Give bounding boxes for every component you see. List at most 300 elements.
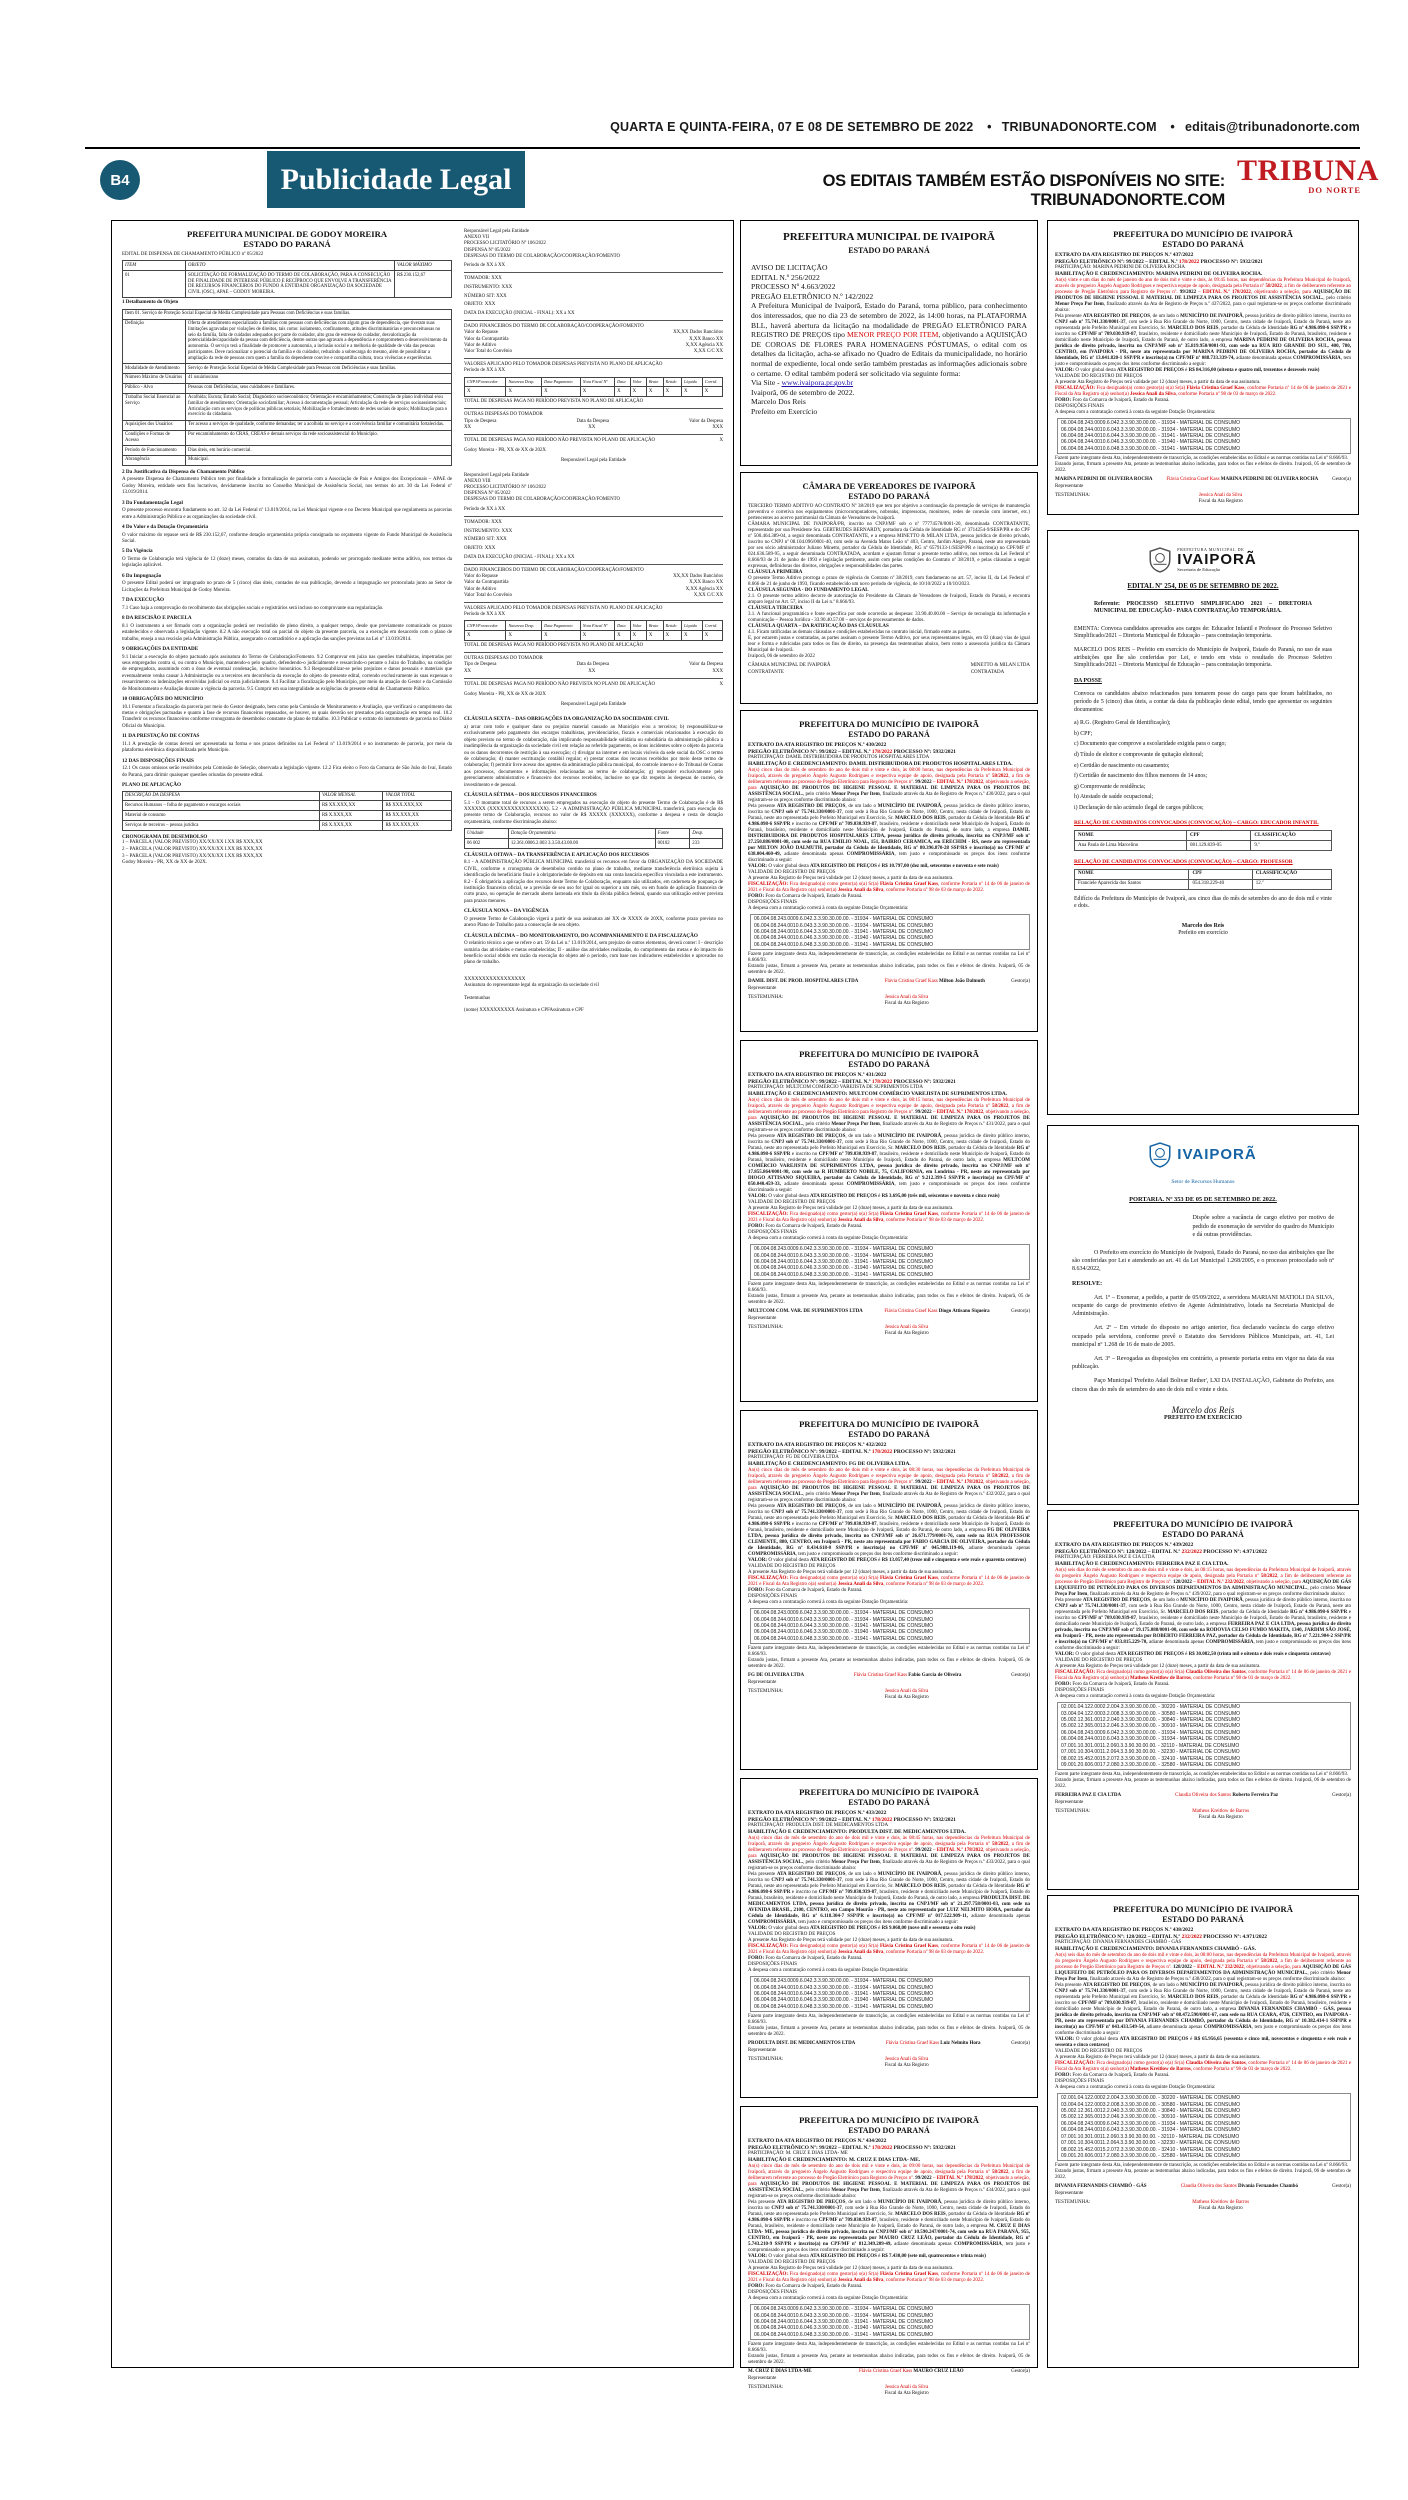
row-value: Oferta de atendimento especializado a famílias com pessoas com deficiências com algum grau de dependência, que tiveram suas limitações agravadas por violações de direitos, tais como: isolamento, confinamento, atitudes discriminatórias e preconceituosas no seio da família, falta de cuidados adequados por parte do cuidador, alto grau de estresse do cuidador, desvalorização da potencialidade/capacidade da pessoa com deficiência, dentre outras que agravam a dependência e comprometem o desenvolvimento da autonomia. O serviço terá a finalidade de promover a autonomia, a inclusão social e a melhoria de qualidade de vida das pessoas participantes. Deve racionalizar o potencial da família e do cuidador, reduzindo a sobrecarga do mesmo, além de possibilitar a ampliação da rede de pessoas com quem a família do dependente convive e compartilha cultura, troca vivências e experiências. [186, 319, 452, 364]
witness-label: TESTEMUNHA: [1055, 1808, 1091, 1814]
despesas-line: DESPESAS DO TERMO DE COLABORAÇÃO/COOPERAÇÃO/FOMENTO [464, 253, 621, 259]
text-run: R$ 13.057,40 (treze mil e cinquenta e sete reais e quarenta centavos) [881, 1557, 1026, 1563]
notice-box-camara [740, 472, 1038, 704]
participacao-line: PARTICIPAÇÃO: FG DE OLIVEIRA LTDA [748, 1455, 839, 1461]
text-run: 58/2022 [1265, 283, 1282, 289]
fazem-paragraph: Fazem parte integrante desta Ata, independentemente de transcrição, as condições estabelecidas no Edital e as normas contidas na Lei nº 8.666/93. [1055, 1772, 1349, 1778]
text-run: e inscrito no [1055, 1994, 1351, 2006]
anexo-form [464, 473, 723, 709]
estando-paragraph: Estando justas, firmam a presente Ata, perante as testemunhas abaixo indicadas, para todos os fins e efeitos de direito. Ivaiporã, 06 de setembro de 2022. [1055, 2169, 1351, 2181]
text-run: MUNICÍPIO DE IVAIPORÃ [877, 1871, 942, 1877]
text-run: COMPROMISSÁRIA [846, 1181, 895, 1187]
dotacao-table [750, 1976, 1030, 2012]
gestor-role: Gestor(a) [1011, 2041, 1030, 2047]
clause-paragraph: a) arcar com todo e qualquer dano ou prejuízo material causado ao Município e/ou a terceiros; b) responsabilizar-se exclusivamente pelo pagamento dos encargos trabalhistas, previdenciários, fiscais e comerciais relacionados à execução do objeto previsto no termo de colaboração, não implicando responsabilidade solidária ou subsidiária da administração pública a inadimplência da organização da sociedade civil em relação ao referido pagamento, os ônus incidentes sobre o objeto da parceria ou os danos decorrentes de restrição à sua execução; c) divulgar na internet e em locais visíveis da sede social da OSC o termo de colaboração; d) manter escrituração contábil regular; e) prestar contas dos recursos recebidos por meio deste termo de colaboração; f) permitir livre acesso dos agentes da administração pública municipal, do controle interno e do Tribunal de Contas aos processos, documentos e informações relacionadas ao termo de colaboração; g) responder exclusivamente pelo gerenciamento administrativo e financeiro dos recursos recebidos, inclusive no que diz respeito às despesas de custeio, de investimento e de pessoal. [464, 724, 723, 788]
paragraph: 3.1. A funcional programática e fonte específica por onde ocorrerão as despesas: 33.90.40.00.00 – Serviço de tecnologia da informação e comunicação – Pessoa Jurídica - 33.90.40.57.00 – serviços de processamentos de dados. [748, 612, 1030, 624]
text-run: PREGÃO ELETRÔNICO Nº: 99/2022 – EDITAL N.º [748, 1448, 872, 1455]
text-run: – [1196, 289, 1203, 295]
text-run: , brasileiro, residente e domiciliado neste Município de Ivaiporã, Estado do Paraná, brasileiro, residente e domiciliado neste Município de Ivaiporã, Estado do Paraná, de outro lado, a empresa [748, 821, 1031, 833]
fiscal-name: Jessica Anali da Silva [884, 994, 929, 1000]
representative-name: Diogo Attisano Siqueira [938, 1309, 990, 1315]
column-header: NOME [1075, 869, 1189, 879]
despesas-table [464, 620, 723, 641]
text-run: Ao(s) cinco dias do mês de setembro do ano de dois mil e vinte e dois, às 09:00 horas, nas dependências da Prefeitura Municipal de Ivaiporã, através do pregoeiro Ângelo Augusto Rodrigues e respectiva equipe de apoio, designada pela Portaria nº [748, 2163, 1030, 2175]
fazem-paragraph: Fazem parte integrante desta Ata, independentemente de transcrição, as condições estabelecidas no Edital e as normas contidas na Lei nº 8.666/93. [1055, 456, 1349, 462]
text-run: adiante denominada apenas [968, 1913, 1030, 1919]
notice-title: PREFEITURA MUNICIPAL DE IVAIPORÃ ESTADO DO PARANÁ [783, 231, 995, 255]
text-run: , pessoa jurídica de direito público interno, inscrita no [748, 1871, 1030, 1883]
gestor-role: Gestor(a) [1011, 1673, 1030, 1679]
fin-value: X,XX Banco XX [689, 580, 723, 586]
text-run: VALOR: [748, 1193, 768, 1199]
opening-paragraph [748, 1836, 1030, 1872]
table-row [465, 829, 723, 839]
text-run: CPF/MF nº 709.030.939-87 [818, 1889, 877, 1895]
section-paragraph: 8.1 O instrumento a ser firmado com a organização poderá ser rescindido de pleno direito, a qualquer tempo, desde que previamente comunicado os prazos estabelecidos e observada a legislação vigente. 8.2 A não execução total ou parcial do objeto da presente parceria, ou a execução em desacordo com o plano de trabalho, enseja a sua rescisão pela Administração Pública, assegurado o contraditório e a aplicação das sanções previstas na Lei nº 13.019/2014. [122, 623, 452, 642]
disposicoes-heading: DISPOSIÇÕES FINAIS [748, 900, 798, 906]
witness-label: TESTEMUNHA: [1055, 2199, 1091, 2205]
dotacao-row: 06.004.08.244.0010.6.043.3.3.90.30.00.00. - 31934 - MATERIAL DE CONSUMO [754, 2312, 933, 2319]
text-run: Fica designado(a) como gestor(a) o(a) Sr(a) [1095, 1670, 1186, 1676]
text-run: Jessica Anali da Silva [837, 1950, 884, 1956]
text-run: ATA REGISTRO DE PREÇOS [809, 2253, 877, 2259]
text-run: Pela presente [748, 1871, 777, 1877]
table-cell: 233 [690, 839, 723, 849]
table-row [123, 309, 452, 319]
text-run: CNPJ sob nº 75.741.330/0001-37 [1055, 319, 1126, 325]
dotacao-table [750, 914, 1030, 950]
dotacao-row: 06.004.08.244.0010.6.048.3.3.90.30.00.00. - 31941 - MATERIAL DE CONSUMO [754, 1271, 933, 1278]
text-run: Menor Preço Por Item [831, 2187, 880, 2193]
column-header: Fonte [655, 829, 690, 839]
gestor-name: Flávia Cristina Graef Kass [1166, 477, 1221, 483]
article-paragraph: Art. 1º – Exonerar, a pedido, a partir de 05/09/2022, a servidora MARIANI MATIOLI DA SILVA, ocupante do cargo de provimento efetivo de Agente Administrativo, lotada na Secretaria Municipal de Administração. [1072, 1294, 1334, 1318]
table-cell: X [580, 631, 614, 641]
text-run: Ao(s) seis dias do mês de setembro do ano de dois mil e vinte e dois, às 08:15 horas, nas dependências da Prefeitura Municipal de Ivaiporã, através do pregoeiro Ângelo Augusto Rodrigues e respectiva equipe de apoio, designada pela Portaria nº [1055, 1567, 1351, 1579]
text-run: , conforme Portaria nº 98 de 03 de março de 2022. [1175, 392, 1277, 398]
dotacao-row: 08.002.15.452.0015.2.072.3.3.90.30.00.00. - 32410 - MATERIAL DE CONSUMO [1061, 2146, 1240, 2153]
text-run: , objetivando a seleção, para [748, 779, 1030, 791]
dotacao-intro: A despesa com a contratação correrá à conta da seguinte Dotação Orçamentária: [1055, 2085, 1216, 2091]
disposicoes-heading: DISPOSIÇÕES FINAIS [1055, 2079, 1105, 2085]
form-field: TOMADOR: XXX [464, 519, 502, 525]
text-run: PRODULTA DIST. DE MEDICAMENTOS LTDA, pessoa jurídica de direito privado, inscrita no CNPJ/MF sob nº 21.297.758/0001-03, com sede na AVENIDA BRASIL, 2100, CENTRO, em Campo Mourão - PR, neste ato representada por LUIZ NELMITO HORA, portador da Cédula de Identidade, RG nº 6.118.304-7 SSP/PR e inscrito(a) no CPF/MF nº 017.522.909-11, [748, 1895, 1030, 1919]
text-run: Menor Preço Por Item [831, 1491, 880, 1497]
clause-paragraph: O relatório técnico a que se refere o art. 59 da Lei n.º 13.019/2014, sem prejuízo de outros elementos, deverá conter: I - descrição sumária das atividades e metas estabelecidas; II - análise das atividades realizadas, do cumprimento das metas e do impacto do benefício social obtido em razão da execução do objeto até o período, com base nos indicadores estabelecidos e aprovados no plano de trabalho. [464, 941, 723, 966]
other-cell: XX [588, 424, 596, 430]
article-paragraph: Art. 3º – Revogadas as disposições em contrário, a presente portaria entra em vigor na data da sua publicação. [1072, 1356, 1334, 1371]
table-cell: 12.º [1252, 879, 1331, 889]
fiscal-name: Jessica Anali da Silva [884, 2384, 929, 2390]
place-line: Godoy Moreira - PR, XX de XX de 202X [464, 448, 546, 454]
table-row [123, 383, 452, 393]
logo-sub-line: Secretaria de Educação [1177, 567, 1221, 572]
representative-role: Representante [1055, 1799, 1084, 1805]
fin-label: Valor de Aditivo [464, 586, 497, 592]
section-heading: 12 DAS DISPOSIÇÕES FINAIS [122, 757, 194, 764]
validade-heading: VALIDADE DO REGISTRO DE PREÇOS [748, 1931, 836, 1937]
witness-fiscal [1192, 1809, 1249, 1822]
divider [464, 602, 723, 603]
dotacao-row: 06.004.08.244.0010.6.044.3.3.90.30.00.00. - 31941 - MATERIAL DE CONSUMO [754, 1259, 933, 1266]
text-run: , pelo critério [802, 791, 832, 797]
text-run: adiante denominada apenas [1147, 1639, 1206, 1645]
text-run: Flávia Cristina Graef Kass [879, 1212, 939, 1218]
site-name: TRIBUNADONORTE.COM [1001, 120, 1157, 134]
text-run: FISCALIZAÇÃO: [748, 1944, 789, 1950]
text-run: PROCESSO Nº: 5932/2021 [1199, 258, 1263, 265]
ementa-paragraph: EMENTA: Convoca candidatos aprovados aos cargos de: Educador Infantil e Professor do Processo Seletivo Simplificado/2021 – Diretoria Municipal de Educação – para contratação temporária. [1074, 625, 1332, 640]
godoy-right-column [464, 229, 723, 1014]
notice-title: PREFEITURA DO MUNICÍPIO DE IVAIPORÃ ESTADO DO PARANÁ [799, 1049, 979, 1069]
document-item: d) Título de eleitor e comprovante de quitação eleitoral; [1074, 751, 1204, 758]
text-run: FORO: [748, 1588, 765, 1594]
divider [464, 272, 723, 273]
text-run: , pelo critério [802, 1859, 832, 1865]
text-run: Foro da Comarca de Ivaiporã, Estado do Paraná. [1071, 1682, 1170, 1688]
text-run: Ao(s) cinco dias do mês de setembro do ano de dois mil e vinte e dois, às 08:45 horas, nas dependências da Prefeitura Municipal de Ivaiporã, através do pregoeiro Ângelo Augusto Rodrigues e respectiva equipe de apoio, designada pela Portaria nº [748, 1835, 1030, 1847]
text-run: e inscrito no [790, 1889, 819, 1895]
table-cell: 00102 [655, 839, 690, 849]
signature-caption: Assinatura do representante legal da organização da sociedade civil [464, 983, 599, 989]
text-run: CNPJ sob nº 75.741.330/0001-37 [1055, 1603, 1126, 1609]
row-value: Por encaminhamento do CRAS, CREAS e demais serviços da rede socioassistencial do Município. [186, 430, 452, 446]
text-run: O valor global desta [767, 2253, 810, 2259]
text-run: , a fim de deliberarem referente ao processo de Pregão Eletrônico para Registro de Preços nº. [748, 1103, 1030, 1115]
dotacao-intro: A despesa com a contratação correrá à conta da seguinte Dotação Orçamentária: [748, 1600, 909, 1606]
site-link[interactable]: www.ivaipora.pr.gov.br [781, 378, 854, 388]
ata-content [1048, 221, 1358, 510]
table-cell: R$ X.XXX,XX [319, 811, 383, 821]
dotacao-table [1057, 2093, 1351, 2161]
text-run: é [1188, 2036, 1195, 2042]
text-run: 178/2022 [871, 748, 893, 755]
estando-paragraph: Estando justas, firmam a presente Ata, perante as testemunhas abaixo indicadas, para todos os fins e efeitos de direito. Ivaiporã, 05 de setembro de 2022. [748, 1294, 1030, 1306]
referente-line: Referente: PROCESSO SELETIVO SIMPLIFICADO 2021 – DIRETORIA MUNICIPAL DE EDUCAÇÃO - PARA CONTRATAÇÃO TEMPORÁRIA. [1094, 600, 1312, 615]
notice-box-portaria [1047, 1125, 1359, 1505]
clause-heading: CLÁUSULA SÉTIMA – DOS RECURSOS FINANCEIROS [464, 792, 597, 798]
section-paragraph: O valor máximo do repasse será de R$ 230.152,67, conforme dotação orçamentária própria consignada no orçamento vigente do Fundo Municipal de Assistência Social. [122, 532, 452, 544]
gestor-signature [885, 979, 985, 985]
text-run: adiante denominada apenas [1144, 2024, 1204, 2030]
ivaipora-crest-icon [1149, 1142, 1171, 1168]
document-item: e) Certidão de nascimento ou casamento; [1074, 762, 1170, 769]
text-run: FISCALIZAÇÃO: [748, 882, 789, 888]
column-header: Data Pagamento [542, 621, 581, 631]
text-run: , pessoa jurídica de direito público interno, inscrita no [748, 1133, 1030, 1145]
anexo-form [464, 229, 723, 465]
fiscalizacao-paragraph [748, 882, 1030, 894]
text-run: ATA REGISTRO DE PREÇOS [776, 2199, 846, 2205]
text-run: , objetivando a seleção, para [1243, 1579, 1303, 1585]
text-run: DIVANIA FERNANDES CHAMBÓ - GÁS, pessoa jurídica de direito privado, inscrita no CNPJ/MF sob nº 08.472.590/0001-67, com sede na RUA CEARA, 4726, CENTRO, em IVAIPORA - PR, neste ato representada por DIVANIA FERNANDES CHAMBÓ, portador da Cédula de Identidade, RG nº 10.382.414-1 SSP/PR e inscrito(a) no CPF/MF nº 043.433.549-54, [1055, 2006, 1351, 2030]
text-run: 178/2022 [871, 2144, 893, 2151]
text-run: RG nº 4.986.098-6 SSP/PR [1290, 325, 1348, 331]
validade-paragraph: A presente Ata Registro de Preços terá validade por 12 (doze) meses, a partir da data de sua assinatura. [1055, 2054, 1261, 2060]
dotacao-row: 06.004.08.244.0010.6.048.3.3.90.30.00.00. - 31941 - MATERIAL DE CONSUMO [754, 941, 933, 948]
text-run: PROCESSO Nº: 4.971/2022 [1201, 1933, 1267, 1940]
text-run: VALOR: [1055, 1651, 1075, 1657]
notice-godoy-moreira [111, 220, 734, 2368]
text-run: CNPJ sob nº 75.741.330/0001-37 [771, 809, 842, 815]
habilitacao-line: HABILITAÇÃO E CREDENCIAMENTO: MULTCOM COMÉRCIO VAREJISTA DE SUPRIMENTOS LTDA. [748, 1091, 1008, 1098]
table-cell: X [646, 631, 663, 641]
text-run: , tem justo e compromissado os preços dos itens conforme discriminado a seguir: [1055, 355, 1352, 367]
text-run: , a fim de deliberarem referente ao processo de Pregão Eletrônico para Registro de Preços nº. [748, 1841, 1030, 1853]
text-run: adiante denominada apenas [964, 1545, 1030, 1551]
text-run: , conforme Portaria nº 14 de 06 de janeiro de 2021 e Fiscal da Ata Registro o(a) senhor(a) [1055, 2061, 1351, 2073]
document-item: i) Declaração de não acúmulo ilegal de cargos públicos; [1074, 804, 1204, 811]
text-run: , com sede à Rua Rio Grande do Norte, 1000, Centro, nesta cidade de Ivaiporã, Estado do Paraná, neste ato representada pelo Prefeito Municipal em Exercício, Sr. [1055, 319, 1351, 331]
text-run: 58/2022 [1260, 1958, 1278, 1964]
text-run: , brasileiro, residente e domiciliado neste Município de Ivaiporã, Estado do Paraná, brasileiro, residente e domiciliado neste Município de Ivaiporã, Estado do Paraná, de outro lado, a empresa [1055, 1615, 1352, 1627]
bullet-separator: • [1170, 120, 1175, 134]
text-run: e inscrito no [790, 1521, 819, 1527]
text-run: AQUISIÇÃO DE PRODUTOS DE HIGIENE PESSOAL E MATERIAL DE LIMPEZA PARA OS PROJETOS DE ASSISTÊNCIA SOCIAL. [748, 1485, 1030, 1497]
text-run: , com sede à Rua Rio Grande do Norte, 1000, Centro, nesta cidade de Ivaiporã, Estado do Paraná, neste ato representada pelo Prefeito Municipal em Exercício, Sr. [748, 2205, 1030, 2217]
disposicoes-heading: DISPOSIÇÕES FINAIS [1055, 404, 1105, 410]
posse-paragraph: Convoca os candidatos abaixo relacionados para tomarem posse do cargo para que foram habilitados, no período de 5 (cinco) dias úteis, a contar da data da publicação deste edital, tendo que apresentar os seguintes documentos: [1074, 691, 1332, 713]
dotacao-row: 06.004.08.244.0010.6.043.3.3.90.30.00.00. - 31934 - MATERIAL DE CONSUMO [1061, 1736, 1240, 1743]
text-run: , tem justo e compromissado os preços dos itens conforme discriminado a seguir: [748, 1181, 1030, 1193]
site-line [751, 378, 1027, 388]
table-cell: X [465, 631, 506, 641]
text-run: Menor Preço Por Item [1055, 301, 1104, 307]
table-row [123, 791, 452, 801]
text-run: Fica designado(a) como gestor(a) o(a) Sr(a) [788, 1212, 880, 1218]
table-row [123, 261, 452, 271]
section-paragraph: O Termo de Colaboração terá vigência de 12 (doze) meses, contados da data de sua assinatura, podendo ser prorrogado mediante termo aditivo, nos termos da legislação aplicável. [122, 556, 452, 569]
gestor-signature [859, 2369, 964, 2375]
paragraph: Ivaiporã, 06 de setembro de 2022 [748, 654, 815, 660]
total-line: TOTAL DE DESPESAS PAGA NO PERÍODO PREVISTA NO PLANO DE APLICAÇÃO [464, 642, 644, 648]
section-heading: 6 Da Impugnação [122, 572, 162, 579]
table-cell: 12.361.0006.2.003 3.3.50.43.00.00 [508, 839, 655, 849]
column-header: Corrid. [702, 621, 722, 631]
text-run: 99/2022 [915, 1847, 932, 1853]
dotacao-table [464, 828, 723, 849]
logo-subtitle: DO NORTE [1308, 185, 1361, 195]
text-run: é [876, 1557, 882, 1563]
notice-box-ata-438-2022 [1047, 1895, 1359, 2368]
dotacao-row: 06.004.08.244.0010.6.046.3.3.90.30.00.00. - 31940 - MATERIAL DE CONSUMO [754, 935, 933, 942]
text-run: AQUISIÇÃO DE PRODUTOS DE HIGIENE PESSOAL E MATERIAL DE LIMPEZA PARA OS PROJETOS DE ASSISTÊNCIA SOCIAL. [748, 1115, 1030, 1127]
ivaipora-crest-icon [1149, 547, 1171, 573]
parties-paragraph [748, 1504, 1030, 1558]
witness-fiscal [884, 995, 928, 1008]
fin-title: DADO FINANCEIROS DO TERMO DE COLABORAÇÃO/COOPERAÇÃO/FOMENTO [464, 567, 644, 573]
signer-role: Prefeito em exercício [1178, 930, 1228, 937]
table-cell: X [465, 387, 506, 397]
divider [464, 320, 723, 321]
text-run: , finalizado através da Ata de Registro de Preços n.º 432/2022, para o qual registram-se os preços conforme discriminado abaixo: [748, 1491, 1030, 1503]
text-run: MUNICÍPIO DE IVAIPORÃ [877, 1133, 942, 1139]
text-run: 58/2022 [1260, 1573, 1278, 1579]
text-run: , conforme Portaria nº 98 de 03 de março de 2022. [883, 1218, 985, 1224]
text-run: , objetivando a AQUISIÇÃO DE COROAS DE FLORES PARA HOMENAGENS PÓSTUMAS, o edital com os detalhes da licitação, acha-se afixado no Quadro de Editais da municipalidade, no horário normal de expediente, local onde serão também prestadas as informações adicionais sobre o certame. O edital também poderá ser solicitado via seguinte forma: [751, 330, 1027, 378]
clause-heading: CLÁUSULA NONA – DA VIGÊNCIA [464, 908, 549, 915]
detalhamento-label: 1 Detalhamento do Objeto [122, 300, 179, 306]
text-run: , pelo critério [802, 1491, 832, 1497]
aviso-content [741, 221, 1037, 423]
total2-value: X [719, 681, 723, 687]
gestor-role: Gestor(a) [1332, 477, 1351, 483]
dotacao-row: 06.004.08.244.0010.6.044.3.3.90.30.00.00. - 31941 - MATERIAL DE CONSUMO [1061, 433, 1240, 440]
text-run: , conforme Portaria nº 98 de 03 de março de 2022. [883, 2278, 985, 2284]
document-item: g) Comprovante de residência; [1074, 783, 1146, 790]
text-run: MARCELO DOS REIS [1167, 1994, 1219, 2000]
text-run: , finalizado através da Ata de Registro de Preços n.º 431/2022, para o qual registram-se os preços conforme discriminado abaixo: [748, 1121, 1030, 1133]
text-run: , tem justo e compromissado os preços dos itens conforme discriminado a seguir: [748, 851, 1030, 863]
text-run: , tem justo e compromissado os preços dos itens conforme discriminado a seguir: [1055, 2024, 1351, 2036]
dotacao-intro: A despesa com a contratação correrá à conta da seguinte Dotação Orçamentária: [1055, 410, 1216, 416]
cron-row: 1 – PARCELA (VALOR PREVISTO) XX/XX/XX I.XX R$ XXX,XX [122, 840, 263, 846]
text-run: COMPROMISSÁRIA [748, 1551, 796, 1557]
dotacao-row: 06.004.08.244.0010.6.044.3.3.90.30.00.00. - 31941 - MATERIAL DE CONSUMO [754, 2319, 933, 2326]
process-line: PROCESSO LICITATÓRIO Nº 106/2022 [464, 241, 546, 247]
edition-date: QUARTA E QUINTA-FEIRA, 07 E 08 DE SETEMBRO DE 2022 [610, 120, 974, 134]
logo-top-line: PREFEITURA MUNICIPAL DE [1177, 547, 1245, 552]
text-run: adiante denominada apenas [780, 1181, 847, 1187]
text-run: Flávia Cristina Graef Kass [879, 1944, 939, 1950]
column-header: Unidade [465, 829, 509, 839]
opening-paragraph [748, 1098, 1030, 1134]
validade-heading: VALIDADE DO REGISTRO DE PREÇOS [1055, 1657, 1143, 1663]
table-cell: Recursos Humanos – folha de pagamento e encargos sociais [123, 801, 320, 811]
text-run: EDITAL N.º 178/2022 [936, 1109, 984, 1115]
availability-notice: OS EDITAIS TAMBÉM ESTÃO DISPONÍVEIS NO SITE: TRIBUNADONORTE.COM [822, 172, 1225, 209]
text-run: Pela presente [1055, 1597, 1083, 1603]
fin-value: XX,XX Dados Bancários [673, 330, 723, 336]
text-run: AQUISIÇÃO DE GÁS LIQUEFEITO DE PETRÓLEO PARA OS DIVERSOS DEPARTAMENTOS DA ADMINISTRAÇÃO MUNICIPAL. [1055, 1964, 1352, 1976]
disposicoes-heading: DISPOSIÇÕES FINAIS [748, 1962, 798, 1968]
table-cell: X [681, 387, 702, 397]
dotacao-row: 08.002.15.452.0015.2.072.3.3.90.30.00.00. - 32410 - MATERIAL DE CONSUMO [1061, 1755, 1240, 1762]
text-run: O valor global desta [1074, 2036, 1120, 2042]
text-run: CPF/MF nº 709.030.939-87 [818, 1151, 877, 1157]
fiscal-role: Fiscal da Ata Registro [1198, 2206, 1243, 2212]
text-run: MULTCOM COMÉRCIO VAREJISTA DE SUPRIMENTOS LTDA, pessoa jurídica de direito privado, inscrita no CNPJ/MF sob nº 17.855.864/0001-98, com sede na R HUMBERTO NOBILE, 75, CALIFORNIA, em Londrina - PR, neste ato representada por DIOGO ATTISANO SIQUEIRA, portador da Cédula de Identidade, RG nº 9.212.399-5 SSP/PR e inscrito(a) no CPF/MF nº 050.040.459-33, [748, 1157, 1030, 1187]
table-row [465, 839, 723, 849]
text-run: CNPJ sob nº 75.741.330/0001-37 [771, 1509, 842, 1515]
table-cell: R$ XX.XXX,XX [319, 801, 383, 811]
text-run: 58/2022 [991, 2169, 1009, 2175]
text-run: , conforme Portaria nº 14 de 06 de janeiro de 2021 e Fiscal da Ata Registro o(a) senhor(a) [748, 2272, 1030, 2284]
table-row [123, 801, 452, 811]
witness-row [1055, 2200, 1351, 2213]
signature-right: MINETTO & MILAN LTDA CONTRATADA [970, 663, 1030, 675]
table-row [123, 420, 452, 430]
text-run: MARCELO DOS REIS [894, 2211, 946, 2217]
text-run: MUNICÍPIO DE IVAIPORÃ [1180, 313, 1243, 319]
aviso-paragraph [751, 301, 1027, 378]
witness-left: (nome) XXXXXXXXXX Assinatura e CPF [464, 1008, 550, 1014]
text-run: ATA REGISTRO DE PREÇOS [1116, 1651, 1184, 1657]
text-run: , portador da Cédula de Identidade [945, 1883, 1017, 1889]
newspaper-logo [1237, 154, 1379, 195]
text-run: , a fim de deliberarem referente ao processo de Pregão Eletrônico para Registro de Preços nº. [1055, 1573, 1351, 1585]
text-run: , com sede à Rua Rio Grande do Norte, 1000, Centro, nesta cidade de Ivaiporã, Estado do Paraná, neste ato representada pelo Prefeito Municipal em Exercício, Sr. [748, 1509, 1030, 1521]
signer-role: PREFEITO EM EXERCÍCIO [1164, 1415, 1242, 1422]
text-run: MUNICÍPIO DE IVAIPORÃ [877, 2199, 942, 2205]
text-run: , de um lado o [1150, 313, 1181, 319]
fiscalizacao-paragraph [748, 1944, 1030, 1956]
text-run: PREGÃO ELETRÔNICO Nº: 99/2022 – EDITAL N.º [1055, 258, 1179, 265]
validade-heading: VALIDADE DO REGISTRO DE PREÇOS [1055, 373, 1143, 379]
total2-label: TOTAL DE DESPESAS PAGA NO PERÍODO NÃO PREVISTA NO PLANO DE APLICAÇÃO [464, 681, 656, 687]
table-cell: Ana Paula de Lima Marcelino [1075, 841, 1187, 851]
text-run: Menor Preço Por Item [831, 1121, 880, 1127]
objeto-table [122, 260, 452, 298]
text-run: COMPROMISSÁRIA [1205, 1639, 1254, 1645]
text-run: FG DE OLIVEIRA LTDA, pessoa jurídica de direito privado, inscrita no CNPJ/MF sob nº 26.671.779/0001-76, com sede na RUA PROFESSOR CLEMENTE, 880, CENTRO, em Ivaiporã - PR, neste ato representada por FABIO GARCIA DE OLIVEIRA, portador da Cédula de Identidade, RG nº 8.434.618-0 SSP/PR e inscrito(a) no CPF/MF nº 045.988.119-06, [748, 1527, 1030, 1551]
gestor-name: Flávia Cristina Graef Kass [885, 2041, 941, 2047]
text-run: , pelo critério [1307, 1585, 1337, 1591]
ata-content [741, 2107, 1037, 2402]
estando-paragraph: Estando justas, firmam a presente Ata, perante as testemunhas abaixo indicadas, para todos os fins e efeitos de direito. Ivaiporã, 05 de setembro de 2022. [748, 1658, 1030, 1670]
notice-title: PREFEITURA DO MUNICÍPIO DE IVAIPORÃ ESTADO DO PARANÁ [799, 1787, 979, 1807]
table-cell: Serviços de terceiros – pessoa jurídica [123, 821, 320, 831]
form-field: NÚMERO SIT: XXX [464, 293, 507, 299]
table-cell: X [506, 631, 542, 641]
table-row [123, 455, 452, 465]
table-cell: 06 002 [465, 839, 509, 849]
text-run: 58/2022 [991, 1473, 1009, 1479]
witness-fiscal [884, 2057, 928, 2070]
paragraph: CÂMARA MUNICIPAL DE IVAIPORÃ/PR, inscrito no CNPJ/MF sob o nº 77774578/0001-20, denominada CONTRATANTE, representado por sua Presidente Sra. GERTRUDES BERNARDY, portadora da Cédula de Identidade RG nº 3714254-9/SESP/PR e do CPF nº 500.464.389-04, a seguir denominada CONTRATANTE, e a empresa MINETTO & MILAN LTDA, pessoa jurídica de direito privado, inscrito no CNPJ nº 08.104.096/0001-40, com sede na Avenida Matos Leão nº 403, Centro, Jardim Alegre, Paraná, neste ato representada por seu sócio administrador Juliano Minetto, portador da Cédula de Identidade, RG nº 6579133-1/SESP/PR e inscrito(a) no CPF/MF nº 024.636.589-95, a seguir denominada CONTRATADA, acordam e ajustam firmar o presente termo aditivo, nos termos da Lei Federal nº 8.666/93 de 21 de junho de 1993 e legislação pertinente, assim com pelas condições do Contrato nº 38/2019, e pelas cláusulas a seguir expressas, definidoras dos direitos, obrigações e responsabilidades das partes. [748, 522, 1030, 569]
clause-paragraph: 5.1 - O montante total de recursos a serem empregados na execução do objeto do presente Termo de Colaboração é de R$ XXXXXX (XXXXXXXXXXXXXXXX). 5.2 - A ADMINISTRAÇÃO PÚBLICA MUNICIPAL transferirá, para execução do presente termo de Colaboração, recursos no valor de R$ XXXXX (XXXXXX), conforme a despesa e cesta de dotação orçamentária, conforme discriminação abaixo: [464, 800, 723, 825]
text-run: ATA REGISTRO DE PREÇOS [776, 803, 846, 809]
table-cell: 9.º [1251, 841, 1332, 851]
edital-info-line: PROCESSO Nº 4.663/2022 [751, 282, 836, 292]
text-run: 58/2022 [991, 1103, 1009, 1109]
text-run: é [1183, 367, 1189, 373]
ata-content [1048, 1511, 1358, 1826]
logo-word: TRIBUNA [1237, 154, 1379, 187]
text-run: , de um lado o [845, 803, 878, 809]
relacao-heading: RELAÇÃO DE CANDIDATOS CONVOCADOS (CONVOCAÇÃO) – CARGO: EDUCADOR INFANTIL [1074, 820, 1319, 827]
edital-info-line: AVISO DE LICITAÇÃO [751, 263, 828, 272]
text-run: , portador da Cédula de Identidade [945, 1515, 1017, 1521]
notices-column-4 [1047, 220, 1359, 2368]
dotacao-row: 06.004.08.243.0009.6.042.3.3.90.30.00.00. - 31934 - MATERIAL DE CONSUMO [1061, 2120, 1240, 2127]
period-line: Período de XX à XX [464, 263, 506, 269]
resp-bottom: Responsável Legal pela Entidade [560, 702, 627, 708]
text-run: EDITAL N.º 232/2022 [1197, 1579, 1244, 1585]
representative-name: Luiz Nelmito Hora [940, 2041, 981, 2047]
column-header: Natureza Desp. [506, 377, 542, 387]
text-run: RG nº 4.986.098-6 SSP/PR [748, 1145, 1031, 1157]
table-row [123, 271, 452, 298]
text-run: Pela presente [748, 1503, 777, 1509]
gestor-role: Gestor(a) [1332, 2184, 1351, 2190]
table-row [1075, 841, 1332, 851]
notice-title: PREFEITURA DO MUNICÍPIO DE IVAIPORÃ ESTADO DO PARANÁ [799, 1419, 979, 1439]
text-run: R$ 84.316,00 (oitenta e quatro mil, trezentos e dezesseis reais) [1188, 367, 1320, 373]
text-run: PREGÃO ELETRÔNICO Nº: 128/2022 – EDITAL N.º [1055, 1933, 1182, 1940]
company-signature: FERREIRA PAZ E CIA LTDA [1055, 1793, 1122, 1799]
text-run: PREGÃO ELETRÔNICO Nº: 99/2022 – EDITAL N.º [748, 1816, 872, 1823]
dotacao-row: 06.004.08.244.0010.6.048.3.3.90.30.00.00. - 31941 - MATERIAL DE CONSUMO [754, 2331, 933, 2338]
text-run: , conforme Portaria nº 14 de 06 de janeiro de 2021 e Fiscal da Ata Registro o(a) senhor(a) [748, 882, 1030, 894]
company-signature: MULTCOM COM. VAR. DE SUPRIMENTOS LTDA [748, 1309, 863, 1315]
text-run: – [1191, 1964, 1198, 1970]
text-run: 99/2022 [1179, 289, 1197, 295]
table-row [465, 631, 723, 641]
text-run: Menor Preço Por Item [831, 791, 880, 797]
habilitacao-line: HABILITAÇÃO E CREDENCIAMENTO: FERREIRA PAZ E CIA LTDA. [1055, 1561, 1229, 1568]
dotacao-row: 07.001.10.301.0011.2.060.3.3.90.30.00.00. - 32110 - MATERIAL DE CONSUMO [1061, 2133, 1240, 2140]
